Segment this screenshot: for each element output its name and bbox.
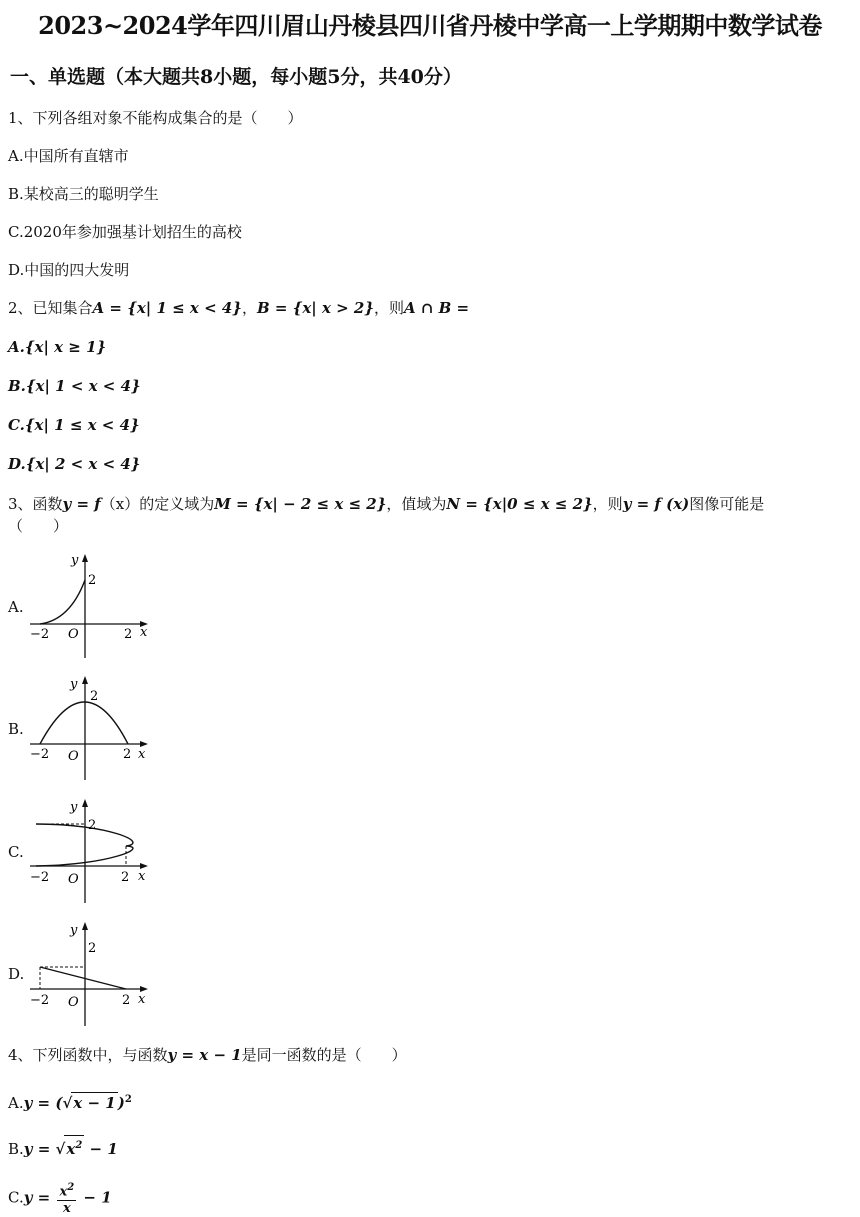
q2-option-a-text: A.{x| x ≥ 1}: [8, 338, 107, 356]
q3-paren: （ ）: [8, 517, 69, 535]
q1-option-b: B.某校高三的聪明学生: [8, 185, 159, 203]
x-axis-label: x: [138, 992, 146, 1007]
q4-b-y: y =: [23, 1140, 56, 1158]
x-axis-label: x: [140, 625, 148, 640]
tick-neg-2: −2: [30, 747, 50, 762]
tick-top-2: 2: [88, 941, 97, 956]
q2-stem-prefix: 2、已知集合: [8, 299, 93, 317]
q4-b-post: − 1: [84, 1140, 118, 1158]
q2-then: ，则: [373, 299, 404, 317]
q4-func: y = x − 1: [167, 1046, 242, 1064]
q2-set-a: A = {x| 1 ≤ x < 4}: [92, 299, 242, 317]
y-axis-label: y: [70, 677, 78, 692]
origin-label: O: [68, 872, 79, 887]
tick-neg-2: −2: [30, 627, 50, 642]
q2-stem: [8, 298, 469, 318]
q3-stem: [8, 494, 764, 514]
q4-stem-b: 是同一函数的是（ ）: [241, 1046, 407, 1064]
q3-graph-a-label: A.: [8, 598, 24, 616]
q4-option-c: [8, 1180, 112, 1217]
y-axis-label: y: [71, 553, 79, 568]
tick-pos-2: 2: [124, 627, 133, 642]
q4-option-a: A.y = (√x − 1 )$^2$: [8, 1094, 132, 1112]
q4-c-numerator-exp: 2: [67, 1182, 75, 1193]
origin-label: O: [68, 749, 79, 764]
q4-b-radicand: x: [66, 1140, 76, 1158]
tick-top-2: 2: [88, 573, 97, 588]
origin-label: O: [68, 995, 79, 1010]
q1-stem: 1、下列各组对象不能构成集合的是（ ）: [8, 109, 303, 127]
tick-top-2: 2: [88, 818, 97, 833]
tick-neg-2: −2: [30, 993, 50, 1008]
origin-label: O: [68, 627, 79, 642]
q1-option-c: C.2020年参加强基计划招生的高校: [8, 223, 242, 241]
q4-b-radical: [64, 1135, 84, 1159]
tick-neg-2: −2: [30, 870, 50, 885]
q3-graph-a: [30, 550, 155, 662]
section-heading: 一、单选题（本大题共8小题，每小题5分，共40分）: [10, 66, 462, 88]
q3-fy: y = f: [62, 495, 101, 513]
x-axis-label: x: [138, 747, 146, 762]
q3-domain: M = {x| − 2 ≤ x ≤ 2}: [214, 495, 387, 513]
q2-option-c-text: C.{x| 1 ≤ x < 4}: [8, 416, 140, 434]
q2-option-b-text: B.{x| 1 < x < 4}: [8, 377, 141, 395]
q4-b-exponent: 2: [75, 1140, 83, 1151]
q3-graph-c: [30, 795, 155, 907]
q3-graph-b-label: B.: [8, 720, 24, 738]
q2-comma: ，: [241, 299, 257, 317]
q3-stem-d: ，则: [592, 495, 623, 513]
q4-stem: [8, 1045, 407, 1065]
exam-title: 2023~2024学年四川眉山丹棱县四川省丹棱中学高一上学期期中数学试卷: [38, 11, 822, 40]
q4-a-radicand: x − 1: [73, 1094, 116, 1112]
y-axis-label: y: [70, 923, 78, 938]
q2-ask: A ∩ B =: [404, 299, 470, 317]
q2-set-b: B = {x| x > 2}: [256, 299, 374, 317]
q4-c-denominator: x: [62, 1201, 71, 1217]
tick-pos-2: 2: [121, 870, 130, 885]
q1-option-d: D.中国的四大发明: [8, 261, 130, 279]
q4-option-b: $B.y = √x^2 - 1$: [8, 1135, 118, 1159]
y-axis-label: y: [70, 800, 78, 815]
q3-stem-c: ，值域为: [386, 495, 447, 513]
q4-c-post: − 1: [78, 1188, 112, 1207]
tick-pos-2: 2: [123, 747, 132, 762]
q4-stem-a: 4、下列函数中，与函数: [8, 1046, 168, 1064]
q2-option-a: [8, 337, 106, 357]
q4-a-prefix: A.: [8, 1094, 24, 1112]
q1-option-a: A.中国所有直辖市: [8, 147, 129, 165]
q4-b-prefix: B.: [8, 1140, 24, 1158]
q4-c-prefix: C.: [8, 1188, 24, 1207]
q4-c-numerator: x: [59, 1184, 68, 1200]
q3-fx: （x）: [100, 495, 140, 513]
tick-pos-2: 2: [122, 993, 131, 1008]
q3-graph-c-label: C.: [8, 843, 24, 861]
q3-stem-a: 3、函数: [8, 495, 63, 513]
q2-option-c: [8, 415, 140, 435]
q3-stem-b: 的定义域为: [139, 495, 215, 513]
q4-c-y: y =: [23, 1188, 56, 1207]
q4-a-exponent: 2: [124, 1094, 132, 1105]
q2-option-b: [8, 376, 141, 396]
tick-top-2: 2: [90, 689, 99, 704]
q3-graph-d: [30, 918, 155, 1030]
q3-range: N = {x|0 ≤ x ≤ 2}: [446, 495, 593, 513]
q3-stem-e: 图像可能是: [689, 495, 765, 513]
x-axis-label: x: [138, 869, 146, 884]
q4-a-y: y = (: [23, 1094, 63, 1112]
q3-yfx: y = f (x): [622, 495, 690, 513]
q2-option-d: [8, 454, 140, 474]
q4-a-close: ): [117, 1094, 125, 1112]
q3-graph-d-label: D.: [8, 965, 25, 983]
q3-graph-b: [30, 672, 155, 784]
q4-c-fraction: [57, 1180, 76, 1217]
q2-option-d-text: D.{x| 2 < x < 4}: [8, 455, 141, 473]
